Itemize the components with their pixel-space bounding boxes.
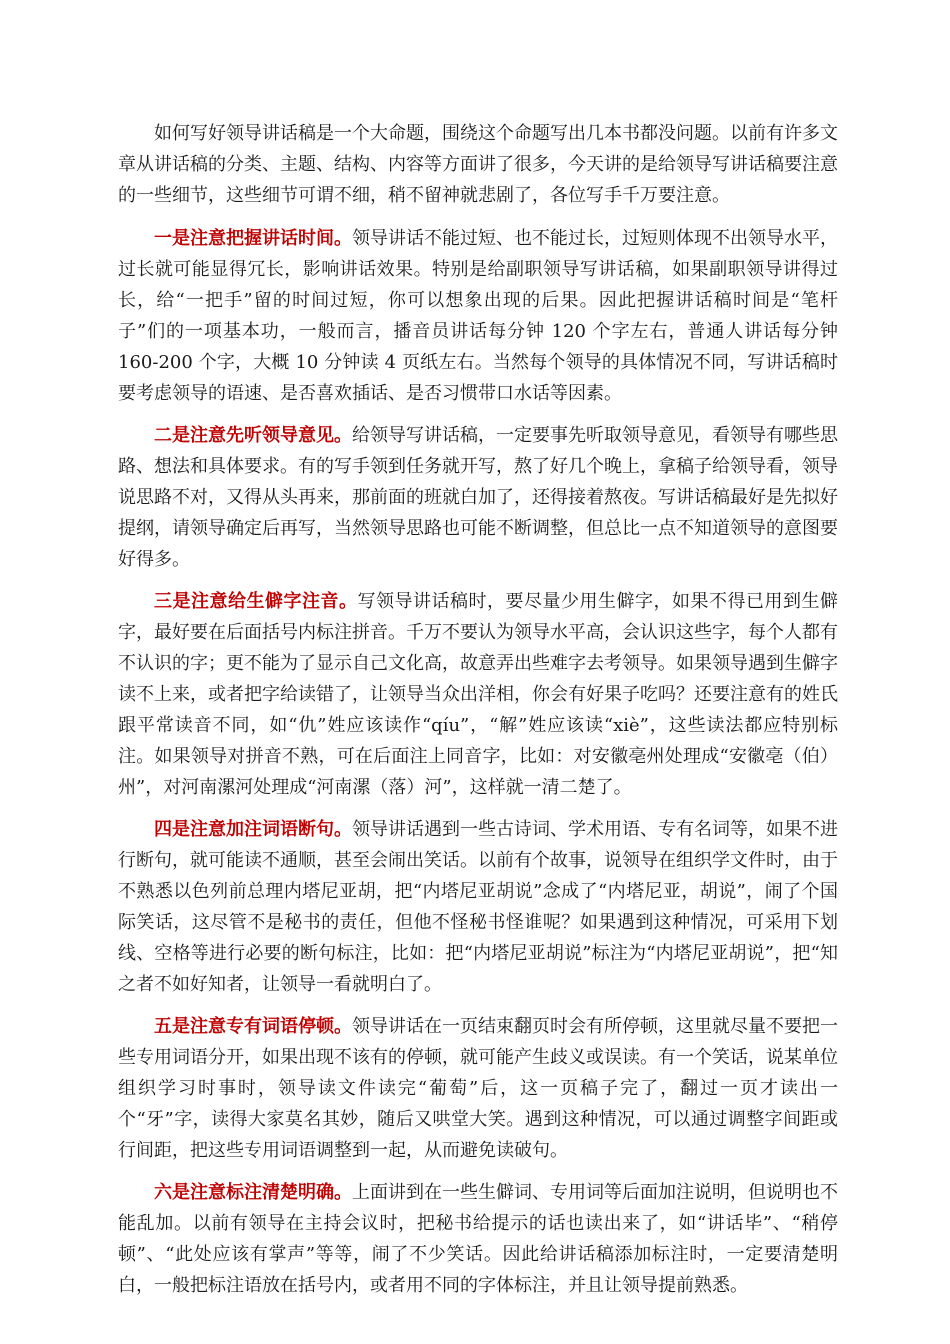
section-heading-6: 六是注意标注清楚明确。 (154, 1182, 352, 1203)
section-body-2: 给领导写讲话稿，一定要事先听取领导意见，看领导有哪些思路、想法和具体要求。有的写手领到任务就开写，熬了好几个晚上，拿稿子给领导看，领导说思路不对，又得从头再来，那前面的班就白加了，还得接着熬夜。写讲话稿最好是先拟好提纲，请领导确定后再写，当然领导思路也可能不断调整，但总比一点不知道领导的意图要好得多。 (118, 425, 838, 570)
section-paragraph-1 (118, 223, 838, 409)
section-paragraph-4 (118, 814, 838, 1000)
section-heading-2: 二是注意先听领导意见。 (154, 425, 352, 446)
section-paragraph-2 (118, 420, 838, 575)
intro-paragraph: 如何写好领导讲话稿是一个大命题，围绕这个命题写出几本书都没问题。以前有许多文章从讲话稿的分类、主题、结构、内容等方面讲了很多，今天讲的是给领导写讲话稿要注意的一些细节，这些细节可谓不细，稍不留神就悲剧了，各位写手千万要注意。 (118, 123, 838, 206)
section-body-5: 领导讲话在一页结束翻页时会有所停顿，这里就尽量不要把一些专用词语分开，如果出现不该有的停顿，就可能产生歧义或误读。有一个笑话，说某单位组织学习时事时，领导读文件读完“葡萄”后，这一页稿子完了，翻过一页才读出一个“牙”字，读得大家莫名其妙，随后又哄堂大笑。遇到这种情况，可以通过调整字间距或行间距，把这些专用词语调整到一起，从而避免读破句。 (118, 1016, 838, 1161)
document-page (118, 118, 838, 1312)
section-heading-3: 三是注意给生僻字注音。 (154, 591, 358, 612)
section-paragraph-3 (118, 586, 838, 803)
section-body-1: 领导讲话不能过短、也不能过长，过短则体现不出领导水平，过长就可能显得冗长，影响讲话效果。特别是给副职领导写讲话稿，如果副职领导讲得过长，给“一把手”留的时间过短，你可以想象出现的后果。因此把握讲话稿时间是“笔杆子”们的一项基本功，一般而言，播音员讲话每分钟 120 个字左右，普通人讲话每分钟 160-200 个字，大概 10 分钟读 4 页纸左右。当然每个领导的具体情况不同，写讲话稿时要考虑领导的语速、是否喜欢插话、是否习惯带口水话等因素。 (118, 228, 838, 404)
section-paragraph-6 (118, 1177, 838, 1301)
section-paragraph-5 (118, 1011, 838, 1166)
section-body-4: 领导讲话遇到一些古诗词、学术用语、专有名词等，如果不进行断句，就可能读不通顺，甚至会闹出笑话。以前有个故事，说领导在组织学文件时，由于不熟悉以色列前总理内塔尼亚胡，把“内塔尼亚胡说”念成了“内塔尼亚，胡说”，闹了个国际笑话，这尽管不是秘书的责任，但他不怪秘书怪谁呢？如果遇到这种情况，可采用下划线、空格等进行必要的断句标注，比如：把“内塔尼亚胡说”标注为“内塔尼亚胡说”，把“知之者不如好知者，让领导一看就明白了。 (118, 819, 838, 995)
section-heading-1: 一是注意把握讲话时间。 (154, 228, 352, 249)
section-heading-4: 四是注意加注词语断句。 (154, 819, 352, 840)
section-body-6: 上面讲到在一些生僻词、专用词等后面加注说明，但说明也不能乱加。以前有领导在主持会议时，把秘书给提示的话也读出来了，如“讲话毕”、“稍停顿”、“此处应该有掌声”等等，闹了不少笑话。因此给讲话稿添加标注时，一定要清楚明白，一般把标注语放在括号内，或者用不同的字体标注，并且让领导提前熟悉。 (118, 1182, 838, 1296)
section-body-3: 写领导讲话稿时，要尽量少用生僻字，如果不得已用到生僻字，最好要在后面括号内标注拼音。千万不要认为领导水平高，会认识这些字，每个人都有不认识的字；更不能为了显示自己文化高，故意弄出些难字去考领导。如果领导遇到生僻字读不上来，或者把字给读错了，让领导当众出洋相，你会有好果子吃吗？还要注意有的姓氏跟平常读音不同，如“仇”姓应该读作“qíu”，“解”姓应该读“xiè”，这些读法都应特别标注。如果领导对拼音不熟，可在后面注上同音字，比如：对安徽亳州处理成“安徽亳（伯）州”，对河南漯河处理成“河南漯（落）河”，这样就一清二楚了。 (118, 591, 838, 798)
section-heading-5: 五是注意专有词语停顿。 (154, 1016, 352, 1037)
